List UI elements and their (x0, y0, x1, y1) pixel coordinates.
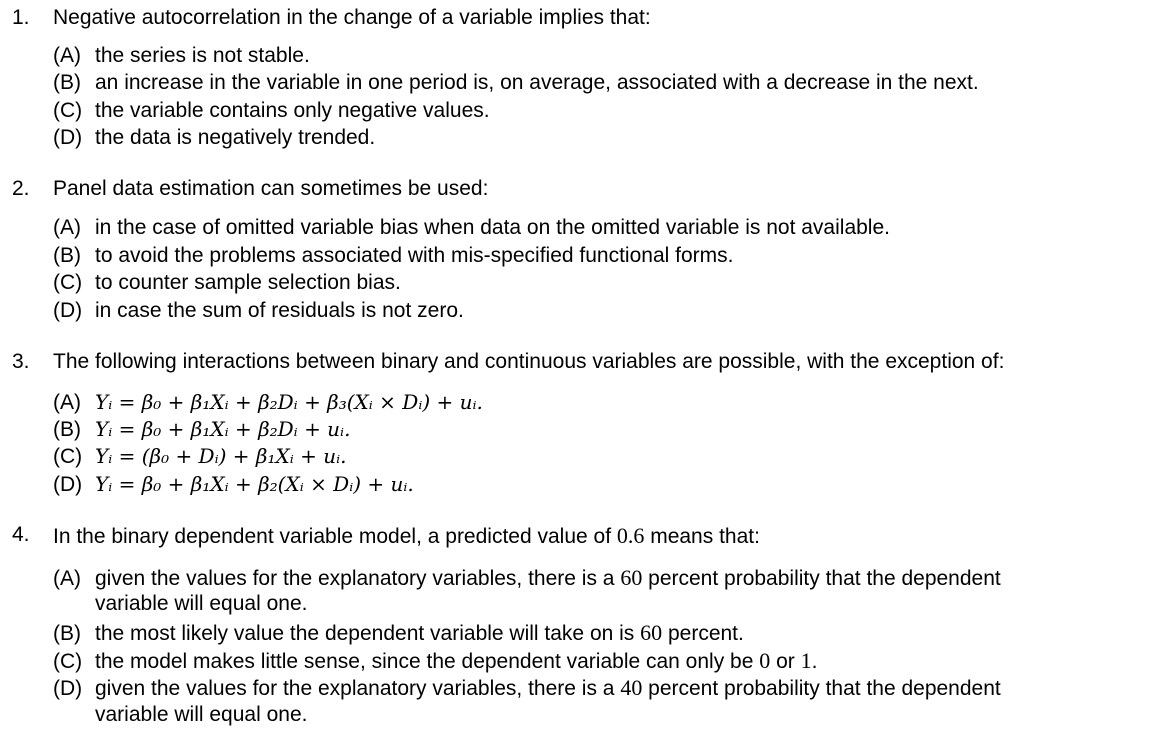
option-text (95, 620, 744, 646)
option-label: (A) (53, 44, 81, 67)
option-text (95, 675, 1001, 701)
option-text-part: given the values for the explanatory variables, there is a (95, 567, 621, 590)
option-value: 0 (759, 648, 771, 673)
option-c (53, 99, 490, 123)
stem-value: 0.6 (616, 523, 645, 548)
option-label: (D) (53, 677, 83, 700)
option-value: 60 (640, 620, 663, 645)
option-b (53, 244, 733, 268)
stem-text: means that: (644, 525, 760, 548)
option-text: in the case of omitted variable bias when data on the omitted variable is not available. (95, 216, 890, 239)
option-label: (B) (53, 244, 81, 267)
option-b (53, 71, 979, 95)
question-number: 3. (12, 350, 30, 373)
option-d-continuation: variable will equal one. (95, 703, 308, 726)
option-a-continuation: variable will equal one. (95, 592, 308, 615)
question-number: 1. (12, 6, 30, 29)
option-label: (B) (53, 418, 81, 441)
option-text: an increase in the variable in one period is, on average, associated with a decrease in the next. (95, 71, 979, 94)
option-label: (A) (53, 216, 81, 239)
option-text: the variable contains only negative values. (95, 99, 490, 122)
option-text-part: given the values for the explanatory variables, there is a (95, 677, 621, 700)
option-text: the series is not stable. (95, 44, 310, 67)
stem-text: In the binary dependent variable model, a predicted value of (53, 525, 617, 548)
option-a (53, 390, 483, 415)
option-text-part: or (770, 650, 801, 673)
equation: Yᵢ = β₀ + β₁Xᵢ + β₂(Xᵢ × Dᵢ) + uᵢ. (95, 472, 414, 496)
option-label: (C) (53, 99, 83, 122)
question-number: 2. (12, 177, 30, 200)
question-number: 4. (12, 523, 30, 546)
option-text (95, 648, 817, 674)
option-label: (D) (53, 473, 83, 496)
option-text-part: percent. (662, 622, 744, 645)
option-a (53, 565, 1001, 591)
option-d (53, 299, 464, 323)
option-label: (B) (53, 71, 81, 94)
option-c (53, 648, 817, 674)
option-a (53, 44, 310, 68)
option-label: (B) (53, 622, 81, 645)
option-text (95, 565, 1001, 591)
option-d (53, 472, 414, 497)
option-text: to counter sample selection bias. (95, 271, 401, 294)
option-text-part: percent probability that the dependent (642, 677, 1001, 700)
equation: Yᵢ = (β₀ + Dᵢ) + β₁Xᵢ + uᵢ. (95, 444, 347, 468)
option-text: to avoid the problems associated with mis-specified functional forms. (95, 244, 734, 267)
option-value: 40 (620, 675, 643, 700)
option-c (53, 271, 401, 295)
option-d (53, 675, 1001, 701)
equation: Yᵢ = β₀ + β₁Xᵢ + β₂Dᵢ + β₃(Xᵢ × Dᵢ) + uᵢ. (95, 390, 483, 414)
option-b (53, 417, 350, 442)
option-text-part: the model makes little sense, since the dependent variable can only be (95, 650, 760, 673)
option-text: the data is negatively trended. (95, 126, 376, 149)
question-stem: Panel data estimation can sometimes be used: (53, 177, 489, 200)
option-d (53, 126, 375, 150)
question-stem: The following interactions between binary and continuous variables are possible, with the exception of: (53, 350, 1005, 373)
question-stem: Negative autocorrelation in the change of a variable implies that: (53, 6, 651, 29)
option-value: 1 (800, 648, 812, 673)
option-label: (A) (53, 567, 81, 590)
option-label: (A) (53, 391, 81, 414)
option-c (53, 444, 346, 469)
option-label: (C) (53, 271, 83, 294)
option-label: (D) (53, 299, 83, 322)
option-text: in case the sum of residuals is not zero. (95, 299, 464, 322)
equation: Yᵢ = β₀ + β₁Xᵢ + β₂Dᵢ + uᵢ. (95, 417, 351, 441)
option-value: 60 (620, 565, 643, 590)
option-label: (C) (53, 650, 83, 673)
option-text-part: percent probability that the dependent (642, 567, 1001, 590)
option-a (53, 216, 890, 240)
option-text-part: the most likely value the dependent variable will take on is (95, 622, 641, 645)
option-text-part: . (811, 650, 818, 673)
question-stem (53, 523, 760, 549)
option-label: (C) (53, 445, 83, 468)
option-b (53, 620, 744, 646)
option-label: (D) (53, 126, 83, 149)
